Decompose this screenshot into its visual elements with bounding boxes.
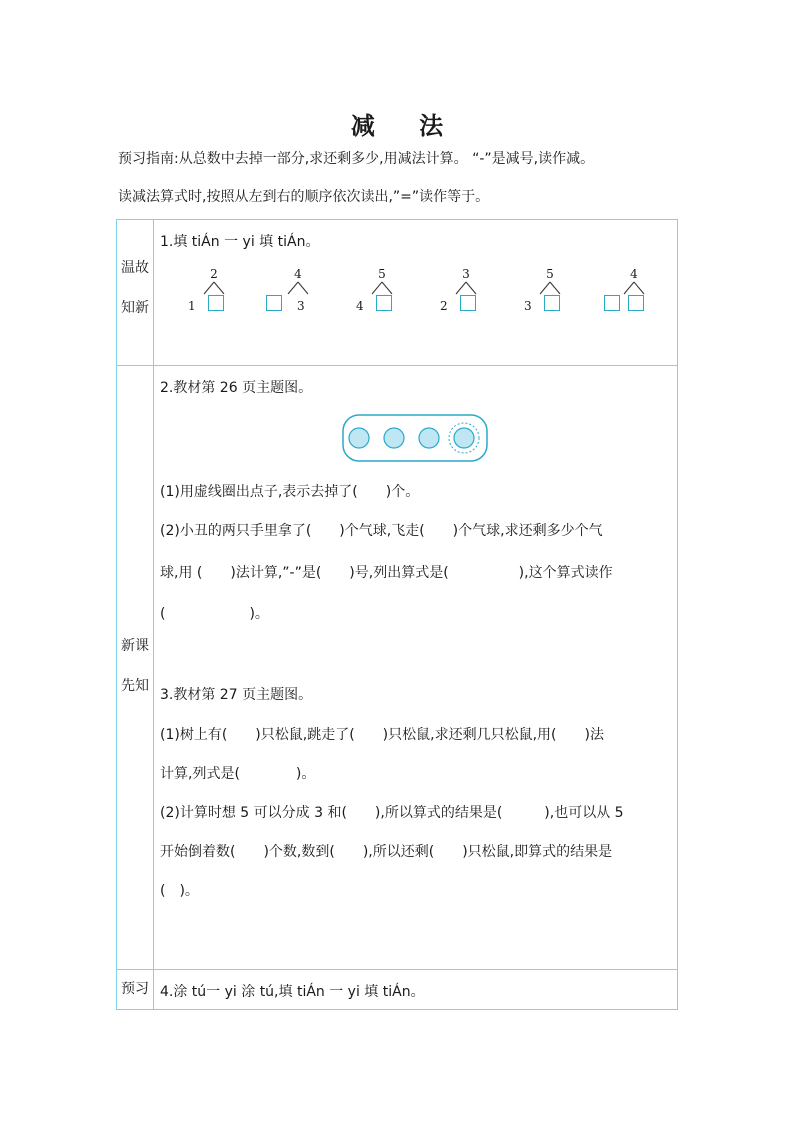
dot [419,428,439,448]
dot-diagram [342,414,488,462]
question-3-part-2-line-3: ( )。 [160,883,199,899]
dot [384,428,404,448]
answer-box[interactable] [266,295,282,311]
section-label-review-b: 知新 [121,300,149,316]
dot [454,428,474,448]
bond-total: 3 [462,267,470,281]
bond-total: 4 [294,267,302,281]
answer-box[interactable] [604,295,620,311]
question-2-text: 2.教材第 26 页主题图。 [160,380,313,396]
question-2-part-2-line-3: ( )。 [160,606,269,622]
dot [349,428,369,448]
bond-total: 4 [630,267,638,281]
bond-total: 2 [210,267,218,281]
bond-part: 3 [524,299,532,313]
section-label-new-b: 先知 [121,678,149,694]
question-3-part-2-line-2: 开始倒着数( )个数,数到( ),所以还剩( )只松鼠,即算式的结果是 [160,844,613,860]
section-label-preview: 预习 [121,981,149,997]
number-bond [434,267,524,327]
answer-box[interactable] [628,295,644,311]
answer-box[interactable] [208,295,224,311]
number-bond [182,267,272,327]
bond-part: 3 [297,299,305,313]
page-title: 减 法 [350,112,462,140]
bond-total: 5 [378,267,386,281]
number-bond [266,267,356,327]
question-1-text: 1.填 tiÁn 一 yi 填 tiÁn。 [160,234,320,250]
answer-box[interactable] [376,295,392,311]
preview-guide-line-1: 预习指南:从总数中去掉一部分,求还剩多少,用减法计算。 “-”是减号,读作减。 [118,151,595,167]
question-2-part-2-line-2: 球,用 ( )法计算,”-”是( )号,列出算式是( ),这个算式读作 [160,565,613,581]
question-4-text: 4.涂 tú一 yi 涂 tú,填 tiÁn 一 yi 填 tiÁn。 [160,984,425,1000]
question-3-part-2-line-1: (2)计算时想 5 可以分成 3 和( ),所以算式的结果是( ),也可以从 5 [160,805,624,821]
answer-box[interactable] [544,295,560,311]
bond-part: 4 [356,299,364,313]
question-3-part-1-line-2: 计算,列式是( )。 [160,766,316,782]
question-2-part-1: (1)用虚线圈出点子,表示去掉了( )个。 [160,484,420,500]
section-label-review-a: 温故 [121,260,149,276]
question-3-part-1-line-1: (1)树上有( )只松鼠,跳走了( )只松鼠,求还剩几只松鼠,用( )法 [160,727,604,743]
bond-part: 2 [440,299,448,313]
question-3-text: 3.教材第 27 页主题图。 [160,687,313,703]
question-2-part-2-line-1: (2)小丑的两只手里拿了( )个气球,飞走( )个气球,求还剩多少个气 [160,523,603,539]
number-bond [350,267,440,327]
bond-total: 5 [546,267,554,281]
number-bond [518,267,608,327]
preview-guide-line-2: 读减法算式时,按照从左到右的顺序依次读出,”=”读作等于。 [118,189,490,205]
bond-part: 1 [188,299,196,313]
number-bond [602,267,692,327]
section-label-new-a: 新课 [121,638,149,654]
answer-box[interactable] [460,295,476,311]
